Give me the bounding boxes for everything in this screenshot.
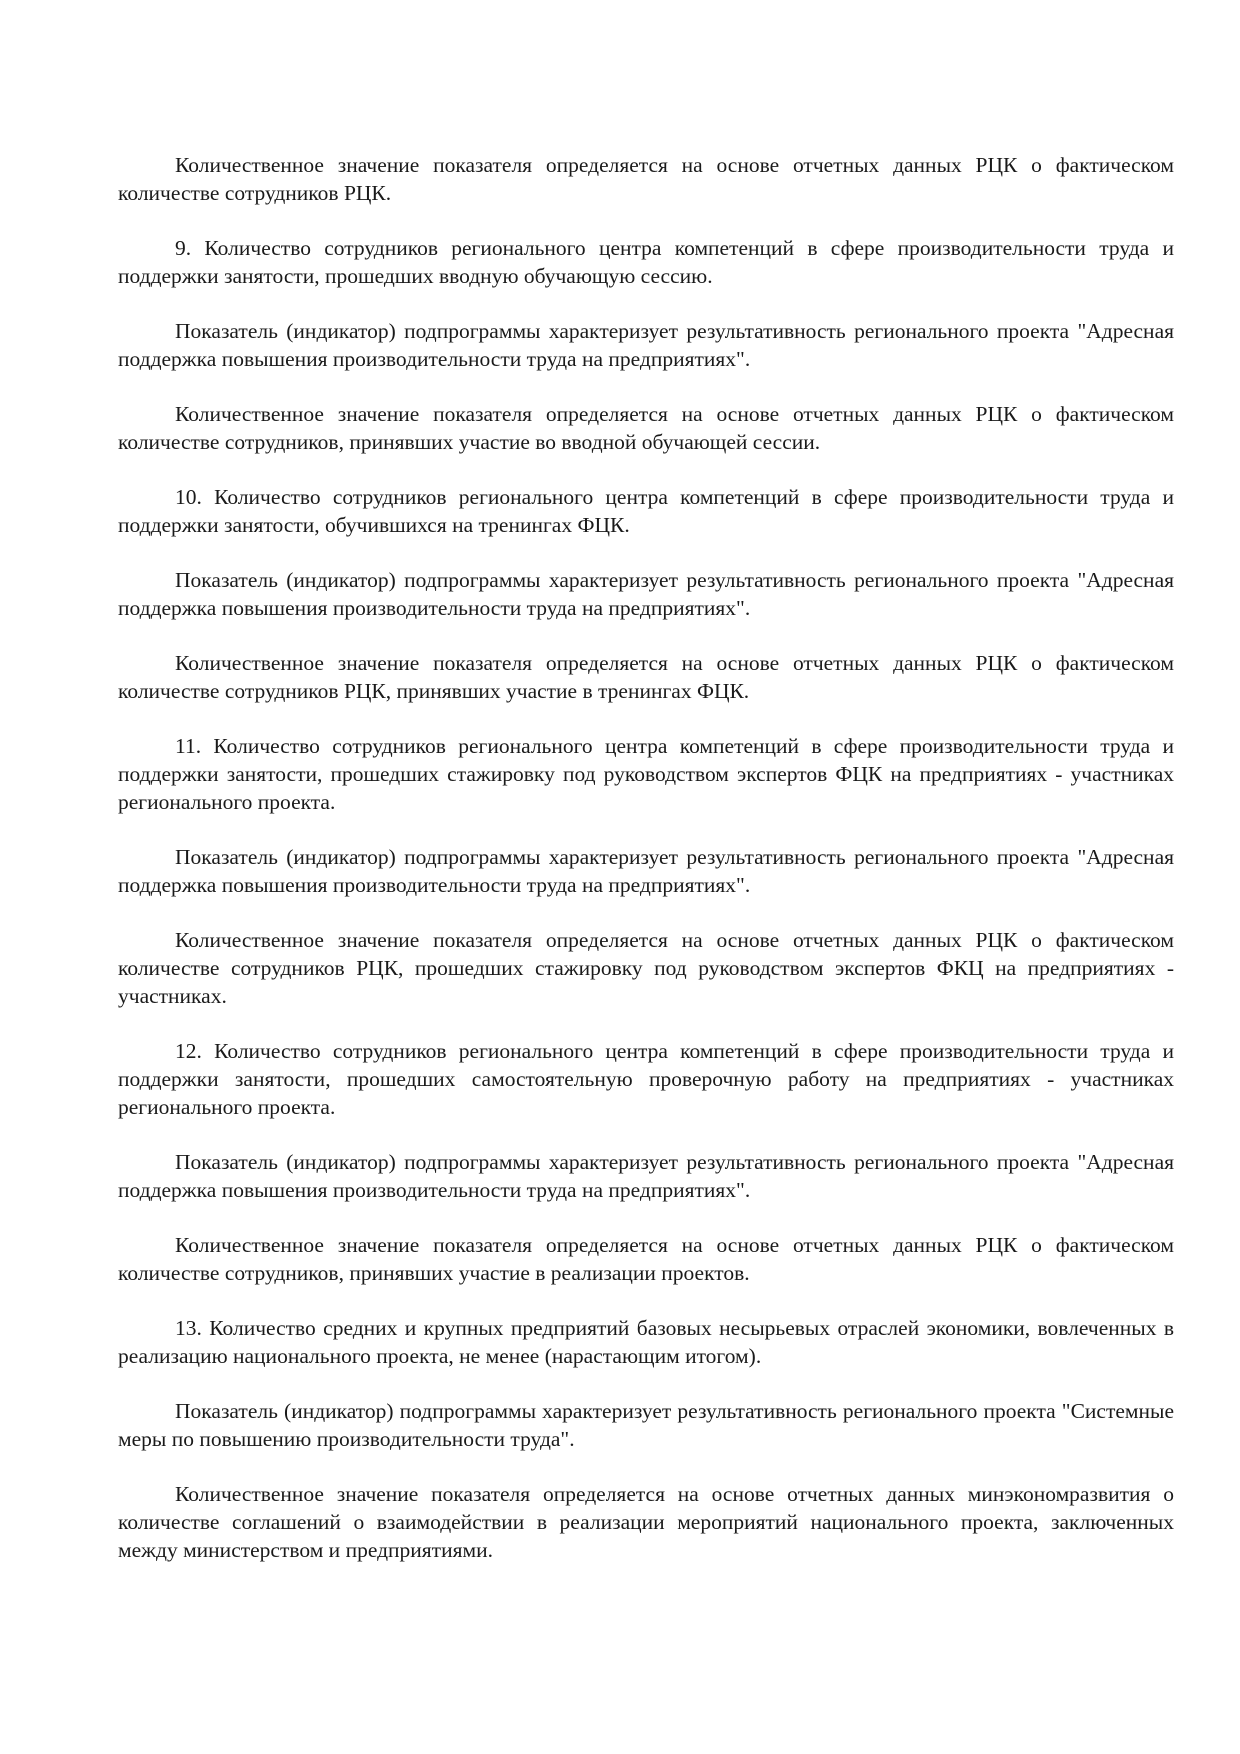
paragraph-indicator-13-method: Количественное значение показателя определяется на основе отчетных данных минэкономразвития о количестве соглашений о взаимодействии в реализации мероприятий национального проекта, заключенных между министерством и предприятиями. [118, 1482, 1174, 1562]
paragraph-indicator-12: 12. Количество сотрудников регионального центра компетенций в сфере производительности труда и поддержки занятости, прошедших самостоятельную проверочную работу на предприятиях - участниках регионального проекта. [118, 1039, 1174, 1119]
paragraph-indicator-10-method: Количественное значение показателя определяется на основе отчетных данных РЦК о фактическом количестве сотрудников РЦК, принявших участие в тренингах ФЦК. [118, 651, 1174, 703]
paragraph-indicator-11-description: Показатель (индикатор) подпрограммы характеризует результативность регионального проекта "Адресная поддержка повышения производительности труда на предприятиях". [118, 845, 1174, 897]
paragraph-indicator-9-description: Показатель (индикатор) подпрограммы характеризует результативность регионального проекта "Адресная поддержка повышения производительности труда на предприятиях". [118, 319, 1174, 371]
paragraph-indicator-11-method: Количественное значение показателя определяется на основе отчетных данных РЦК о фактическом количестве сотрудников РЦК, прошедших стажировку под руководством экспертов ФКЦ на предприятиях - участниках. [118, 928, 1174, 1008]
paragraph-indicator-9-method: Количественное значение показателя определяется на основе отчетных данных РЦК о фактическом количестве сотрудников, принявших участие во вводной обучающей сессии. [118, 402, 1174, 454]
document-body [118, 151, 1174, 1591]
paragraph-indicator-11: 11. Количество сотрудников регионального центра компетенций в сфере производительности труда и поддержки занятости, прошедших стажировку под руководством экспертов ФЦК на предприятиях - участниках регионального проекта. [118, 734, 1174, 814]
paragraph-rck-staff-count-method: Количественное значение показателя определяется на основе отчетных данных РЦК о фактическом количестве сотрудников РЦК. [118, 153, 1174, 205]
paragraph-indicator-13-description: Показатель (индикатор) подпрограммы характеризует результативность регионального проекта "Системные меры по повышению производительности труда". [118, 1399, 1174, 1451]
paragraph-indicator-12-method: Количественное значение показателя определяется на основе отчетных данных РЦК о фактическом количестве сотрудников, принявших участие в реализации проектов. [118, 1233, 1174, 1285]
paragraph-indicator-10-description: Показатель (индикатор) подпрограммы характеризует результативность регионального проекта "Адресная поддержка повышения производительности труда на предприятиях". [118, 568, 1174, 620]
paragraph-indicator-10: 10. Количество сотрудников регионального центра компетенций в сфере производительности труда и поддержки занятости, обучившихся на тренингах ФЦК. [118, 485, 1174, 537]
paragraph-indicator-9: 9. Количество сотрудников регионального центра компетенций в сфере производительности труда и поддержки занятости, прошедших вводную обучающую сессию. [118, 236, 1174, 288]
paragraph-indicator-13: 13. Количество средних и крупных предприятий базовых несырьевых отраслей экономики, вовлеченных в реализацию национального проекта, не менее (нарастающим итогом). [118, 1316, 1174, 1368]
paragraph-indicator-12-description: Показатель (индикатор) подпрограммы характеризует результативность регионального проекта "Адресная поддержка повышения производительности труда на предприятиях". [118, 1150, 1174, 1202]
